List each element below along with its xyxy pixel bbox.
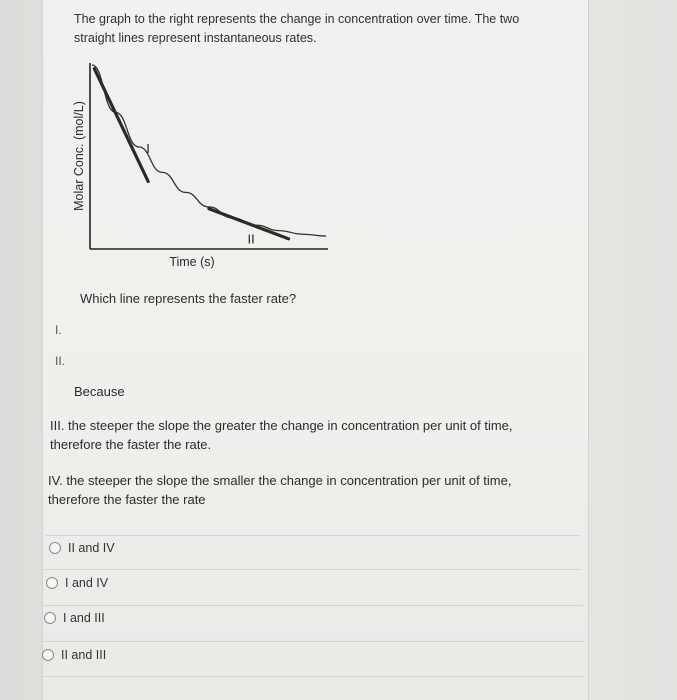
answer-option[interactable]: [49, 541, 115, 555]
option-divider: [42, 605, 583, 606]
statement-iv-line-1: IV. the steeper the slope the smaller the change in concentration per unit of time,: [48, 473, 512, 488]
statement-iv: [48, 471, 568, 509]
option-divider: [46, 535, 580, 536]
answer-option-label: I and IV: [65, 576, 109, 590]
radio-button[interactable]: [49, 542, 61, 554]
y-axis-label: Molar Conc. (mol/L): [72, 101, 86, 211]
tangent-label-i: I: [146, 140, 150, 156]
statement-iv-line-2: therefore the faster the rate: [48, 492, 206, 507]
answer-option[interactable]: [42, 648, 106, 662]
radio-button[interactable]: [44, 612, 56, 624]
answer-option-label: II and IV: [68, 541, 115, 555]
answer-option[interactable]: [46, 576, 108, 590]
tangent-line-i: [94, 69, 148, 182]
statement-iii-line-2: therefore the faster the rate.: [50, 437, 212, 452]
intro-line-1: The graph to the right represents the change in concentration over time. The two: [74, 12, 520, 26]
roman-numeral-ii: II.: [55, 354, 66, 368]
answer-option[interactable]: [44, 611, 105, 625]
answer-option-label: I and III: [63, 611, 105, 625]
option-divider: [38, 676, 585, 677]
radio-button[interactable]: [46, 577, 58, 589]
question-intro: [74, 10, 554, 48]
roman-numeral-i: I.: [55, 323, 62, 337]
answer-option-label: II and III: [61, 648, 107, 662]
tangent-label-ii: II: [247, 231, 255, 247]
statement-iii-line-1: III. the steeper the slope the greater the change in concentration per unit of time,: [50, 418, 513, 433]
option-divider: [44, 569, 582, 570]
x-axis-label: Time (s): [169, 255, 215, 269]
radio-button[interactable]: [42, 649, 54, 661]
option-divider: [40, 641, 584, 642]
intro-line-2: straight lines represent instantaneous rates.: [74, 31, 317, 45]
statement-iii: [50, 416, 570, 454]
because-label: Because: [74, 384, 125, 399]
concentration-graph: [70, 55, 340, 275]
question-prompt: Which line represents the faster rate?: [80, 291, 297, 306]
